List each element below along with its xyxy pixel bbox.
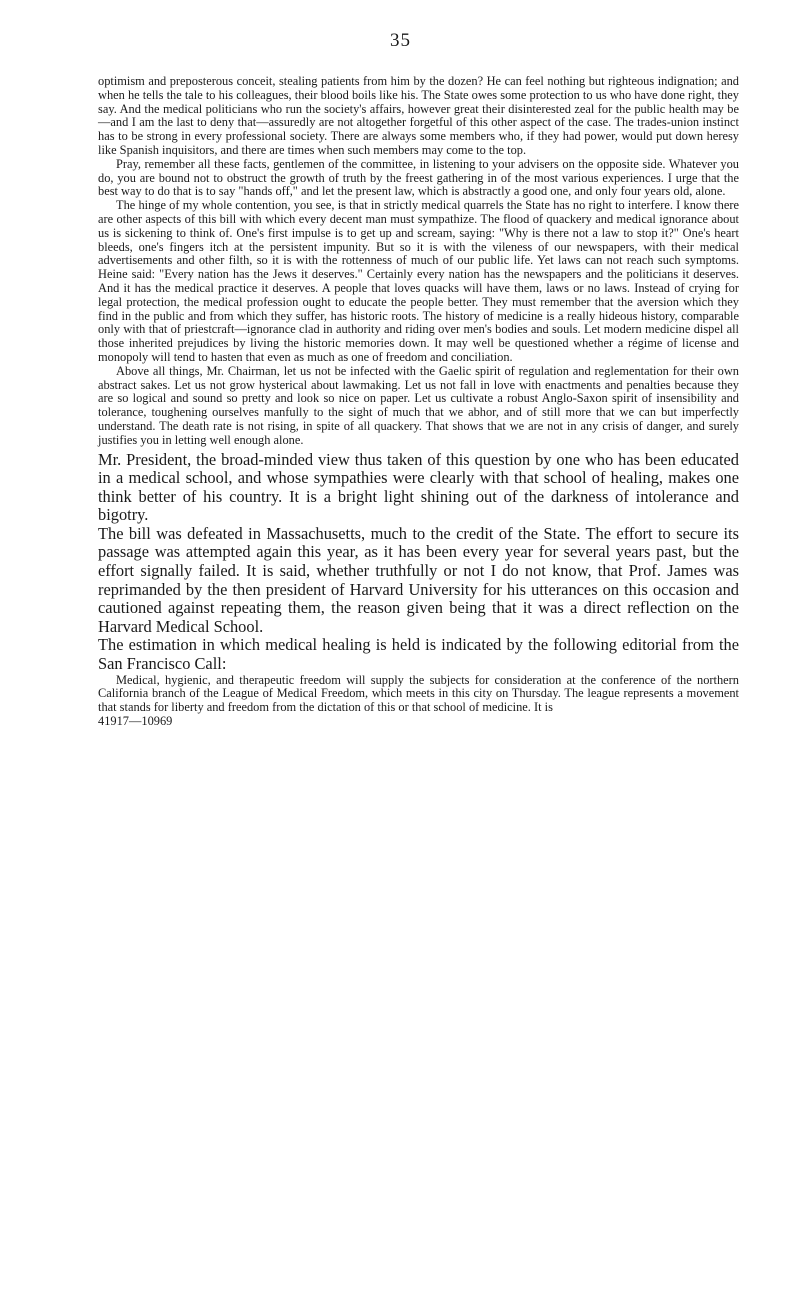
paragraph: Above all things, Mr. Chairman, let us not be infected with the Gaelic spirit of regulation and reglementation for their own abstract sakes. Let us not grow hysterical about lawmaking. Let us not fall in love with enactments and penalties because they are so logical and sound so pretty and look so nice on paper. Let us cultivate a robust Anglo-Saxon spirit of insensibility and tolerance, toughening ourselves manfully to the sight of much that we abhor, and of still more that we can but imperfectly understand. The death rate is not rising, in spite of all quackery. That shows that we are not in any crisis of danger, and surely justifies you in letting well enough alone.	[98, 363, 739, 447]
paragraph: Mr. President, the broad-minded view thus taken of this question by one who has been educated in a medical school, and whose sympathies were clearly with that school of healing, makes one think better of his country. It is a bright light shining out of the darkness of intolerance and bigotry.	[98, 449, 739, 525]
small-print-section	[98, 75, 739, 448]
paragraph: optimism and preposterous conceit, stealing patients from him by the dozen? He can feel nothing but righteous indignation; and when he tells the tale to his colleagues, their blood boils like his. The State owes some protection to us who have done right, they say. And the medical politicians who run the society's affairs, however great their disinterested zeal for the public health may be—and I am the last to deny that—assuredly are not altogether forgetful of this other aspect of the case. The trades-union instinct has to be strong in every professional society. There are always some members who, if they had power, would put down heresy like Spanish inquisitors, and there are times when such members may come to the top.	[98, 74, 739, 157]
quoted-editorial	[98, 674, 739, 715]
paragraph: The estimation in which medical healing is held is indicated by the following editorial from the San Francisco Call:	[98, 635, 739, 674]
quote-paragraph: Medical, hygienic, and therapeutic freedom will supply the subjects for consideration at the conference of the northern California branch of the League of Medical Freedom, which meets in this city on Thursday. The league represents a movement that stands for liberty and freedom from the dictation of this or that school of medicine. It is	[98, 672, 739, 715]
paragraph: The hinge of my whole contention, you see, is that in strictly medical quarrels the State has no right to interfere. I know there are other aspects of this bill with which every decent man must sympathize. The flood of quackery and medical ignorance about us is sickening to think of. One's first impulse is to get up and scream, saying: "Why is there not a law to stop it?" One's heart bleeds, one's fingers itch at the persistent impunity. But so it is with the vileness of our newspapers, with their medical advertisements and other filth, so it is with the rottenness of much of our public life. Yet laws can not reach such symptoms. Heine said: "Every nation has the Jews it deserves." Certainly every nation has the newspapers and the politicians it deserves. And it has the medical practice it deserves. A people that loves quacks will have them, laws or no laws. Instead of crying for legal protection, the medical profession ought to educate the people better. They must remember that the aversion which they find in the public and from which they suffer, has historic roots. The history of medicine is a really hideous history, comparable only with that of priestcraft—ignorance clad in authority and riding over men's bodies and souls. Let modern medicine dispel all those inherited prejudices by living the historic memories down. It may well be questioned whether a régime of license and monopoly will tend to hasten that even as much as one of freedom and conciliation.	[98, 198, 739, 364]
page-number: 35	[390, 30, 411, 51]
body-text	[98, 75, 739, 729]
paragraph: The bill was defeated in Massachusetts, much to the credit of the State. The effort to secure its passage was attempted again this year, as it has been every year for several years past, but the effort signally failed. It is said, whether truthfully or not I do not know, that Prof. James was reprimanded by the then president of Harvard University for his utterances on this occasion and cautioned against repeating them, the reason given being that it was a direct reflection on the Harvard Medical School.	[98, 523, 739, 636]
print-code: 41917—10969	[98, 714, 173, 729]
paragraph: Pray, remember all these facts, gentlemen of the committee, in listening to your advisers on the opposite side. Whatever you do, you are bound not to obstruct the growth of truth by the freest gathering in of the most various experiences. I urge that the best way to do that is to say "hands off," and let the present law, which is abstractly a good one, and only four years old, alone.	[98, 156, 739, 199]
large-print-section	[98, 451, 739, 674]
